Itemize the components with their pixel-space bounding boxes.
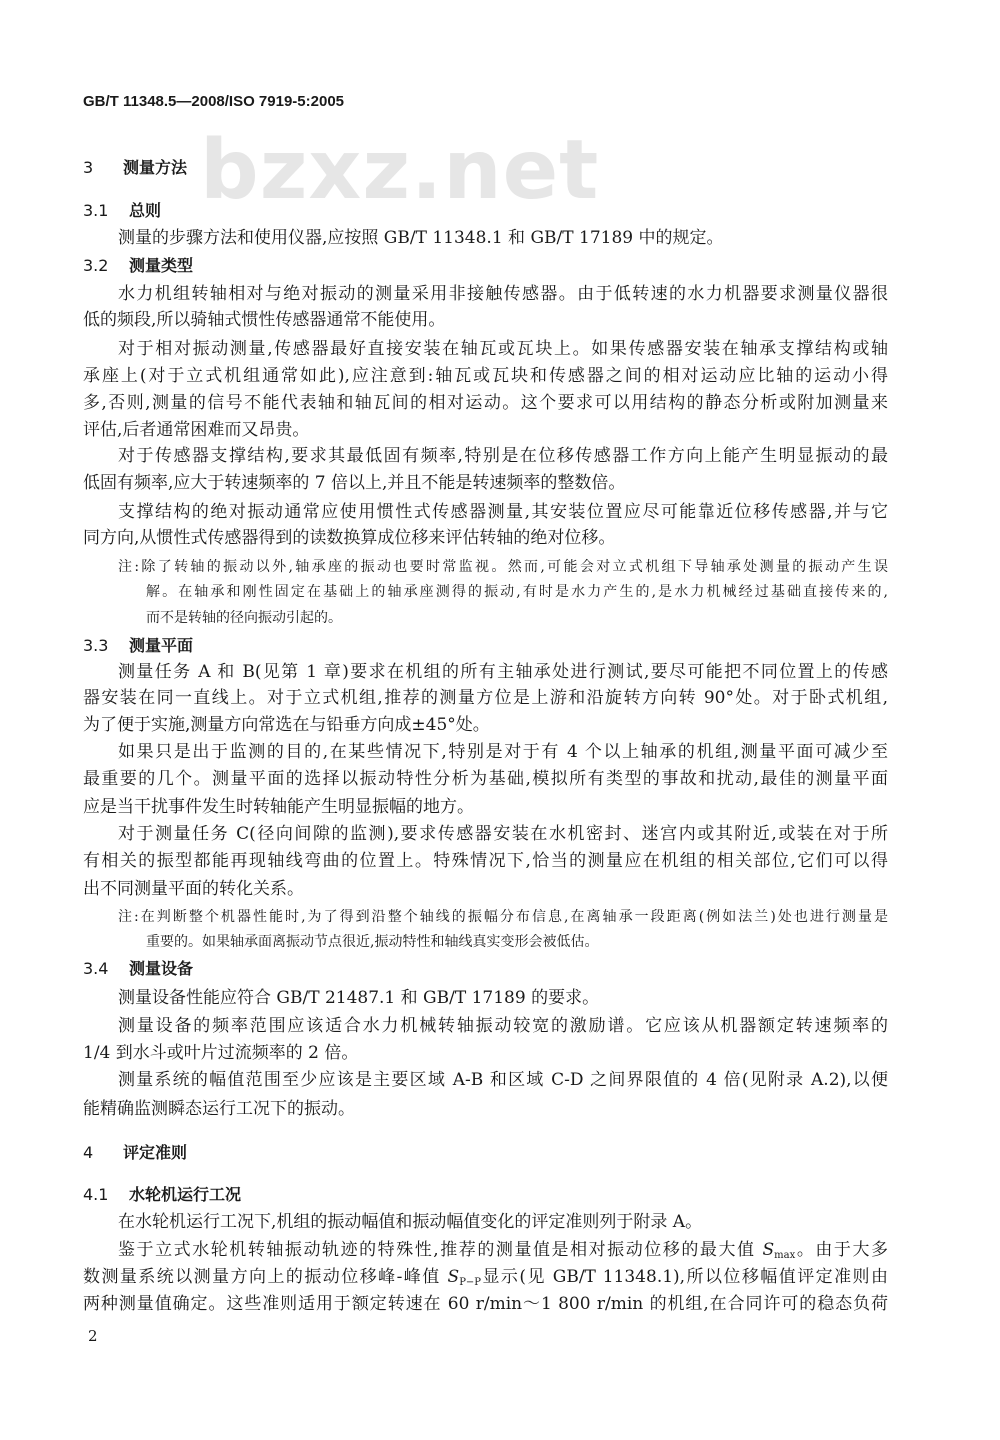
section-3-4-heading xyxy=(83,958,193,980)
paragraph-line: 支撑结构的绝对振动通常应使用惯性式传感器测量,其安装位置应尽可能靠近位移传感器,并与它 xyxy=(118,502,888,522)
paragraph-line xyxy=(118,1239,888,1267)
text-segment: 显示(见 GB/T 11348.1),所以位移幅值评定准则由 xyxy=(481,1267,888,1287)
paragraph-line: 有相关的振型都能再现轴线弯曲的位置上。特殊情况下,恰当的测量应在机组的相关部位,它们可以得 xyxy=(83,851,888,871)
note-line: 解。在轴承和刚性固定在基础上的轴承座测得的振动,有时是水力产生的,是水力机械经过基础直接传来的, xyxy=(146,584,888,600)
section-4-heading xyxy=(83,1142,187,1164)
section-title: 测量平面 xyxy=(129,636,194,655)
note-line: 注:在判断整个机器性能时,为了得到沿整个轴线的振幅分布信息,在离轴承一段距离(例如法兰)处也进行测量是 xyxy=(118,909,888,925)
paragraph-line: 对于传感器支撑结构,要求其最低固有频率,特别是在位移传感器工作方向上能产生明显振动的最 xyxy=(118,446,888,466)
symbol-subscript: max xyxy=(774,1250,796,1261)
paragraph-line: 承座上(对于立式机组通常如此),应注意到:轴瓦或瓦块和传感器之间的相对运动应比轴的运动小得 xyxy=(83,366,888,386)
section-number: 3.3 xyxy=(83,636,109,655)
paragraph-line: 1/4 到水斗或叶片过流频率的 2 倍。 xyxy=(83,1043,359,1063)
symbol-subscript: P−P xyxy=(459,1277,482,1288)
paragraph-line: 测量设备的频率范围应该适合水力机械转轴振动较宽的激励谱。它应该从机器额定转速频率的 xyxy=(118,1016,888,1036)
paragraph-line: 能精确监测瞬态运行工况下的振动。 xyxy=(83,1099,355,1119)
paragraph-line: 测量的步骤方法和使用仪器,应按照 GB/T 11348.1 和 GB/T 17189 中的规定。 xyxy=(118,228,724,248)
paragraph-line: 测量系统的幅值范围至少应该是主要区域 A-B 和区域 C-D 之间界限值的 4 倍(见附录 A.2),以便 xyxy=(118,1070,888,1090)
section-number: 3 xyxy=(83,158,94,177)
section-3-3-heading xyxy=(83,635,193,657)
section-title: 水轮机运行工况 xyxy=(129,1185,242,1204)
section-number: 3.2 xyxy=(83,256,109,275)
paragraph-line: 低固有频率,应大于转速频率的 7 倍以上,并且不能是转速频率的整数倍。 xyxy=(83,473,626,493)
paragraph-line: 两种测量值确定。这些准则适用于额定转速在 60 r/min～1 800 r/min 的机组,在合同许可的稳态负荷 xyxy=(83,1294,888,1314)
paragraph-line: 多,否则,测量的信号不能代表轴和轴瓦间的相对运动。这个要求可以用结构的静态分析或附加测量来 xyxy=(83,393,888,413)
text-segment: 。由于大多 xyxy=(795,1240,889,1260)
paragraph-line: 应是当干扰事件发生时转轴能产生明显振幅的地方。 xyxy=(83,797,474,817)
paragraph-line: 为了便于实施,测量方向常选在与铅垂方向成±45°处。 xyxy=(83,715,490,735)
watermark: bzxz.net xyxy=(200,123,600,218)
standard-header: GB/T 11348.5—2008/ISO 7919-5:2005 xyxy=(83,93,345,110)
section-number: 3.4 xyxy=(83,959,109,978)
section-title: 测量类型 xyxy=(129,256,194,275)
section-title: 评定准则 xyxy=(123,1143,188,1162)
note-line: 而不是转轴的径向振动引起的。 xyxy=(146,610,342,626)
paragraph-line: 测量设备性能应符合 GB/T 21487.1 和 GB/T 17189 的要求。 xyxy=(118,988,600,1008)
paragraph-line: 出不同测量平面的转化关系。 xyxy=(83,879,304,899)
note-line: 注:除了转轴的振动以外,轴承座的振动也要时常监视。然而,可能会对立式机组下导轴承处测量的振动产生误 xyxy=(118,559,888,575)
paragraph-line xyxy=(83,1266,888,1294)
symbol-s: S xyxy=(447,1267,460,1287)
section-title: 测量方法 xyxy=(123,158,188,177)
paragraph-line: 对于测量任务 C(径向间隙的监测),要求传感器安装在水机密封、迷宫内或其附近,或装在对于所 xyxy=(118,824,888,844)
paragraph-line: 器安装在同一直线上。对于立式机组,推荐的测量方位是上游和沿旋转方向转 90°处。对于卧式机组, xyxy=(83,688,888,708)
section-number: 3.1 xyxy=(83,201,109,220)
paragraph-line: 评估,后者通常困难而又昂贵。 xyxy=(83,420,310,440)
section-number: 4 xyxy=(83,1143,94,1162)
paragraph-line: 测量任务 A 和 B(见第 1 章)要求在机组的所有主轴承处进行测试,要尽可能把不同位置上的传感 xyxy=(118,662,888,682)
section-title: 总则 xyxy=(129,201,162,220)
paragraph-line: 如果只是出于监测的目的,在某些情况下,特别是对于有 4 个以上轴承的机组,测量平面可减少至 xyxy=(118,742,888,762)
symbol-s: S xyxy=(762,1240,775,1260)
section-number: 4.1 xyxy=(83,1185,109,1204)
section-3-heading xyxy=(83,157,187,179)
section-3-1-heading xyxy=(83,200,161,222)
note-line: 重要的。如果轴承面离振动节点很近,振动特性和轴线真实变形会被低估。 xyxy=(146,934,599,950)
paragraph-line: 水力机组转轴相对与绝对振动的测量采用非接触传感器。由于低转速的水力机器要求测量仪器很 xyxy=(118,284,888,304)
paragraph-line: 对于相对振动测量,传感器最好直接安装在轴瓦或瓦块上。如果传感器安装在轴承支撑结构或轴 xyxy=(118,339,888,359)
paragraph-line: 低的频段,所以骑轴式惯性传感器通常不能使用。 xyxy=(83,310,446,330)
text-segment: 数测量系统以测量方向上的振动位移峰-峰值 xyxy=(83,1267,448,1287)
text-segment: 鉴于立式水轮机转轴振动轨迹的特殊性,推荐的测量值是相对振动位移的最大值 xyxy=(118,1240,763,1260)
paragraph-line: 在水轮机运行工况下,机组的振动幅值和振动幅值变化的评定准则列于附录 A。 xyxy=(118,1212,703,1232)
section-title: 测量设备 xyxy=(129,959,194,978)
section-4-1-heading xyxy=(83,1184,241,1206)
section-3-2-heading xyxy=(83,255,193,277)
paragraph-line: 最重要的几个。测量平面的选择以振动特性分析为基础,模拟所有类型的事故和扰动,最佳的测量平面 xyxy=(83,769,888,789)
page-number: 2 xyxy=(88,1327,98,1345)
paragraph-line: 同方向,从惯性式传感器得到的读数换算成位移来评估转轴的绝对位移。 xyxy=(83,528,616,548)
